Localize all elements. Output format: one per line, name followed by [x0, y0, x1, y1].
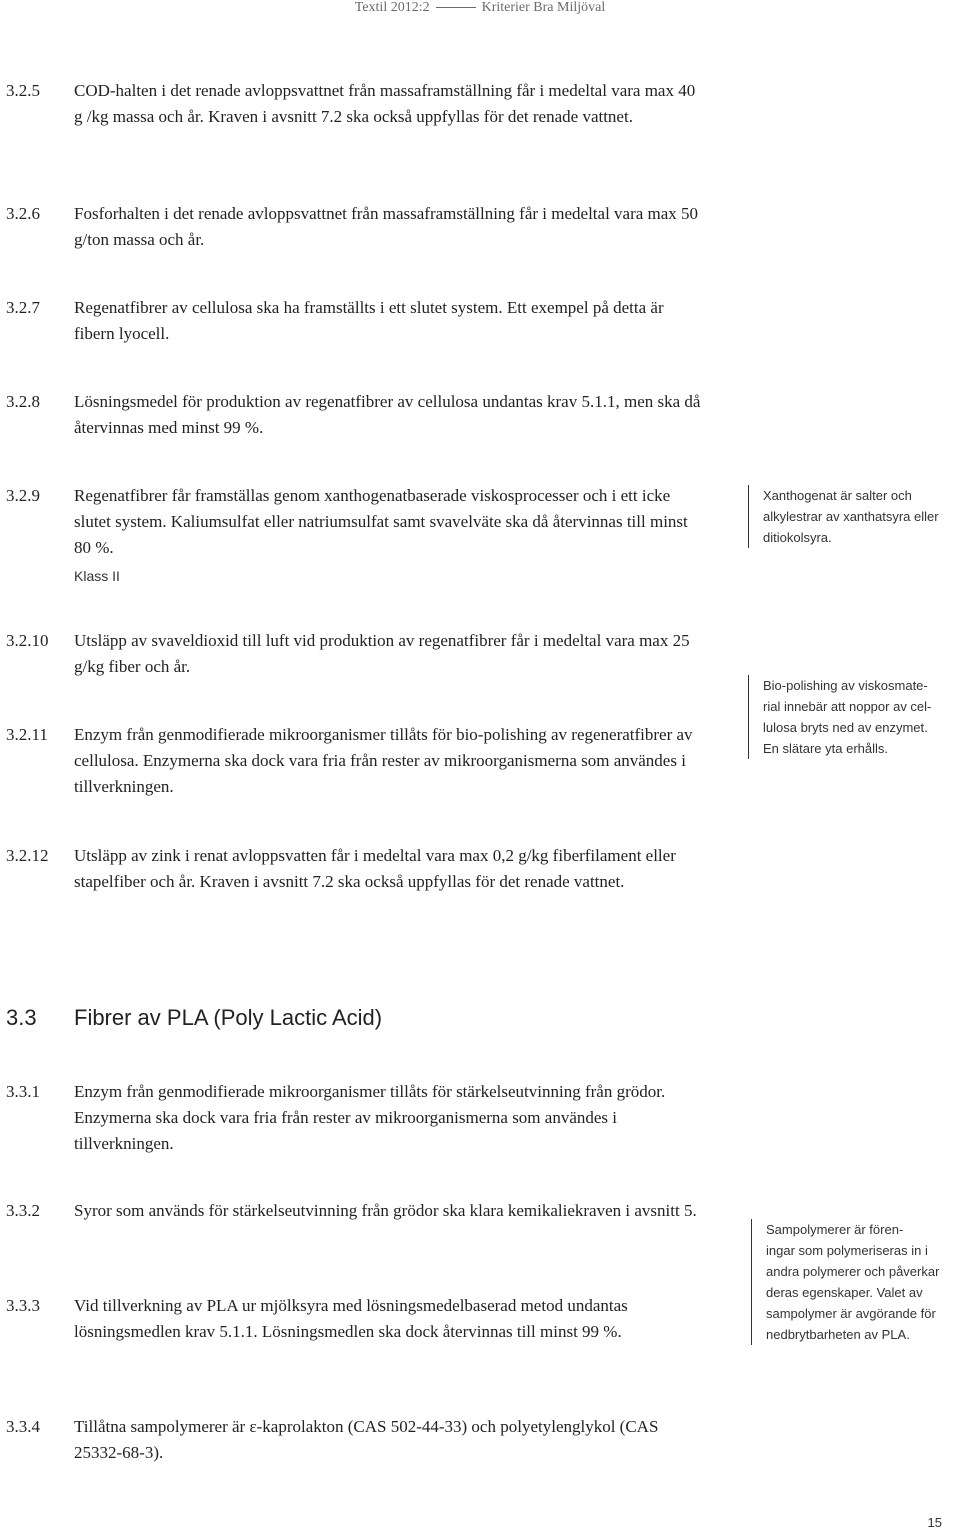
klass-label: Klass II [74, 568, 120, 584]
sidenote-line: nedbrytbarheten av PLA. [766, 1327, 910, 1342]
criterion-text: Tillåtna sampolymerer är ε-kaprolakton (CAS 502-44-33) och polyetylenglykol (CAS 25332-68-3). [74, 1417, 659, 1462]
sidenote-line: alkylestrar av xanthatsyra eller [763, 509, 939, 524]
criterion-number: 3.2.7 [6, 298, 40, 317]
criterion-number: 3.2.11 [6, 725, 48, 744]
criterion-3-2-5 [6, 78, 706, 130]
publication-title: Textil 2012:2 [354, 0, 430, 15]
running-head [0, 0, 960, 16]
criterion-text: Regenatfibrer av cellulosa ska ha framställts i ett slutet system. Ett exempel på detta är fibern lyocell. [74, 298, 664, 343]
criterion-3-3-1 [6, 1079, 706, 1157]
section-heading [6, 1005, 382, 1031]
criterion-text: Fosforhalten i det renade avloppsvattnet från massaframställning får i medeltal vara max 50 g/ton massa och år. [74, 204, 699, 249]
criterion-3-2-12 [6, 843, 706, 895]
criterion-number: 3.3.2 [6, 1201, 40, 1220]
criterion-number: 3.3.3 [6, 1296, 40, 1315]
criterion-number: 3.2.8 [6, 392, 40, 411]
criterion-text: COD-halten i det renade avloppsvattnet från massaframställning får i medeltal vara max 40 g /kg massa och år. Kraven i avsnitt 7.2 ska också uppfyllas för det renade vattnet. [74, 81, 696, 126]
sidenote-line: Xanthogenat är salter och [763, 488, 912, 503]
criterion-text: Regenatfibrer får framställas genom xanthogenatbaserade viskosprocesser och i ett icke slutet system. Kaliumsulfat eller natriumsulfat samt svavelväte ska då återvinnas till minst 80 %. [74, 486, 688, 557]
section-number: 3.3 [6, 1005, 37, 1030]
criterion-number: 3.2.5 [6, 81, 40, 100]
sidenote-line: sampolymer är avgörande för [766, 1306, 936, 1321]
criterion-3-3-3 [6, 1293, 706, 1345]
criterion-text: Syror som används för stärkelseutvinning från grödor ska klara kemikaliekraven i avsnitt 5. [74, 1201, 697, 1220]
criterion-text: Enzym från genmodifierade mikroorganismer tillåts för stärkelseutvinning från grödor. Enzymerna ska dock vara fria från rester av mikroorganismerna som användes i tillverkningen. [74, 1082, 666, 1153]
criterion-3-2-7 [6, 295, 706, 347]
criterion-text: Vid tillverkning av PLA ur mjölksyra med lösningsmedelbaserad metod undantas lösningsmedlen krav 5.1.1. Lösningsmedlen ska dock återvinnas till minst 99 %. [74, 1296, 628, 1341]
header-dash [436, 7, 476, 8]
criterion-number: 3.2.9 [6, 486, 40, 505]
criterion-text: Utsläpp av zink i renat avloppsvatten får i medeltal vara max 0,2 g/kg fiberfilament eller stapelfiber och år. Kraven i avsnitt 7.2 ska också uppfyllas för det renade vattnet. [74, 846, 676, 891]
section-title-text: Fibrer av PLA (Poly Lactic Acid) [74, 1005, 383, 1030]
sidenote-line: Sampolymerer är fören- [766, 1222, 904, 1237]
criterion-3-3-2 [6, 1198, 706, 1224]
sidenote-line: En slätare yta erhålls. [763, 741, 889, 756]
criterion-text: Enzym från genmodifierade mikroorganismer tillåts för bio-polishing av regeneratfibrer av cellulosa. Enzymerna ska dock vara fria från rester av mikroorganismerna som användes i tillverkningen. [74, 725, 693, 796]
sidenote-line: ingar som polymeriseras in i [766, 1243, 928, 1258]
criterion-3-3-4 [6, 1414, 706, 1466]
page-number: 15 [927, 1515, 942, 1530]
sidenote-line: rial innebär att noppor av cel- [763, 699, 932, 714]
criterion-number: 3.3.1 [6, 1082, 40, 1101]
sidenote-line: lulosa bryts ned av enzymet. [763, 720, 928, 735]
criterion-3-2-11 [6, 722, 706, 800]
criterion-3-2-9 [6, 483, 706, 589]
sidenote-bio-polishing [748, 675, 931, 759]
section-title: Kriterier Bra Miljöval [481, 0, 606, 15]
sidenote-line: andra polymerer och påverkar [766, 1264, 940, 1279]
criterion-text: Utsläpp av svaveldioxid till luft vid produktion av regenatfibrer får i medeltal vara max 25 g/kg fiber och år. [74, 631, 690, 676]
criterion-number: 3.2.6 [6, 204, 40, 223]
criterion-text: Lösningsmedel för produktion av regenatfibrer av cellulosa undantas krav 5.1.1, men ska då återvinnas med minst 99 %. [74, 392, 701, 437]
criterion-3-2-8 [6, 389, 706, 441]
sidenote-xanthogenat [748, 485, 939, 548]
criterion-number: 3.2.10 [6, 631, 49, 650]
sidenote-line: Bio-polishing av viskosmate- [763, 678, 928, 693]
sidenote-sampolymerer [751, 1219, 939, 1345]
criterion-number: 3.2.12 [6, 846, 49, 865]
sidenote-line: ditiokolsyra. [763, 530, 832, 545]
criterion-3-2-6 [6, 201, 706, 253]
sidenote-line: deras egenskaper. Valet av [766, 1285, 923, 1300]
criterion-3-2-10 [6, 628, 706, 680]
criterion-number: 3.3.4 [6, 1417, 40, 1436]
